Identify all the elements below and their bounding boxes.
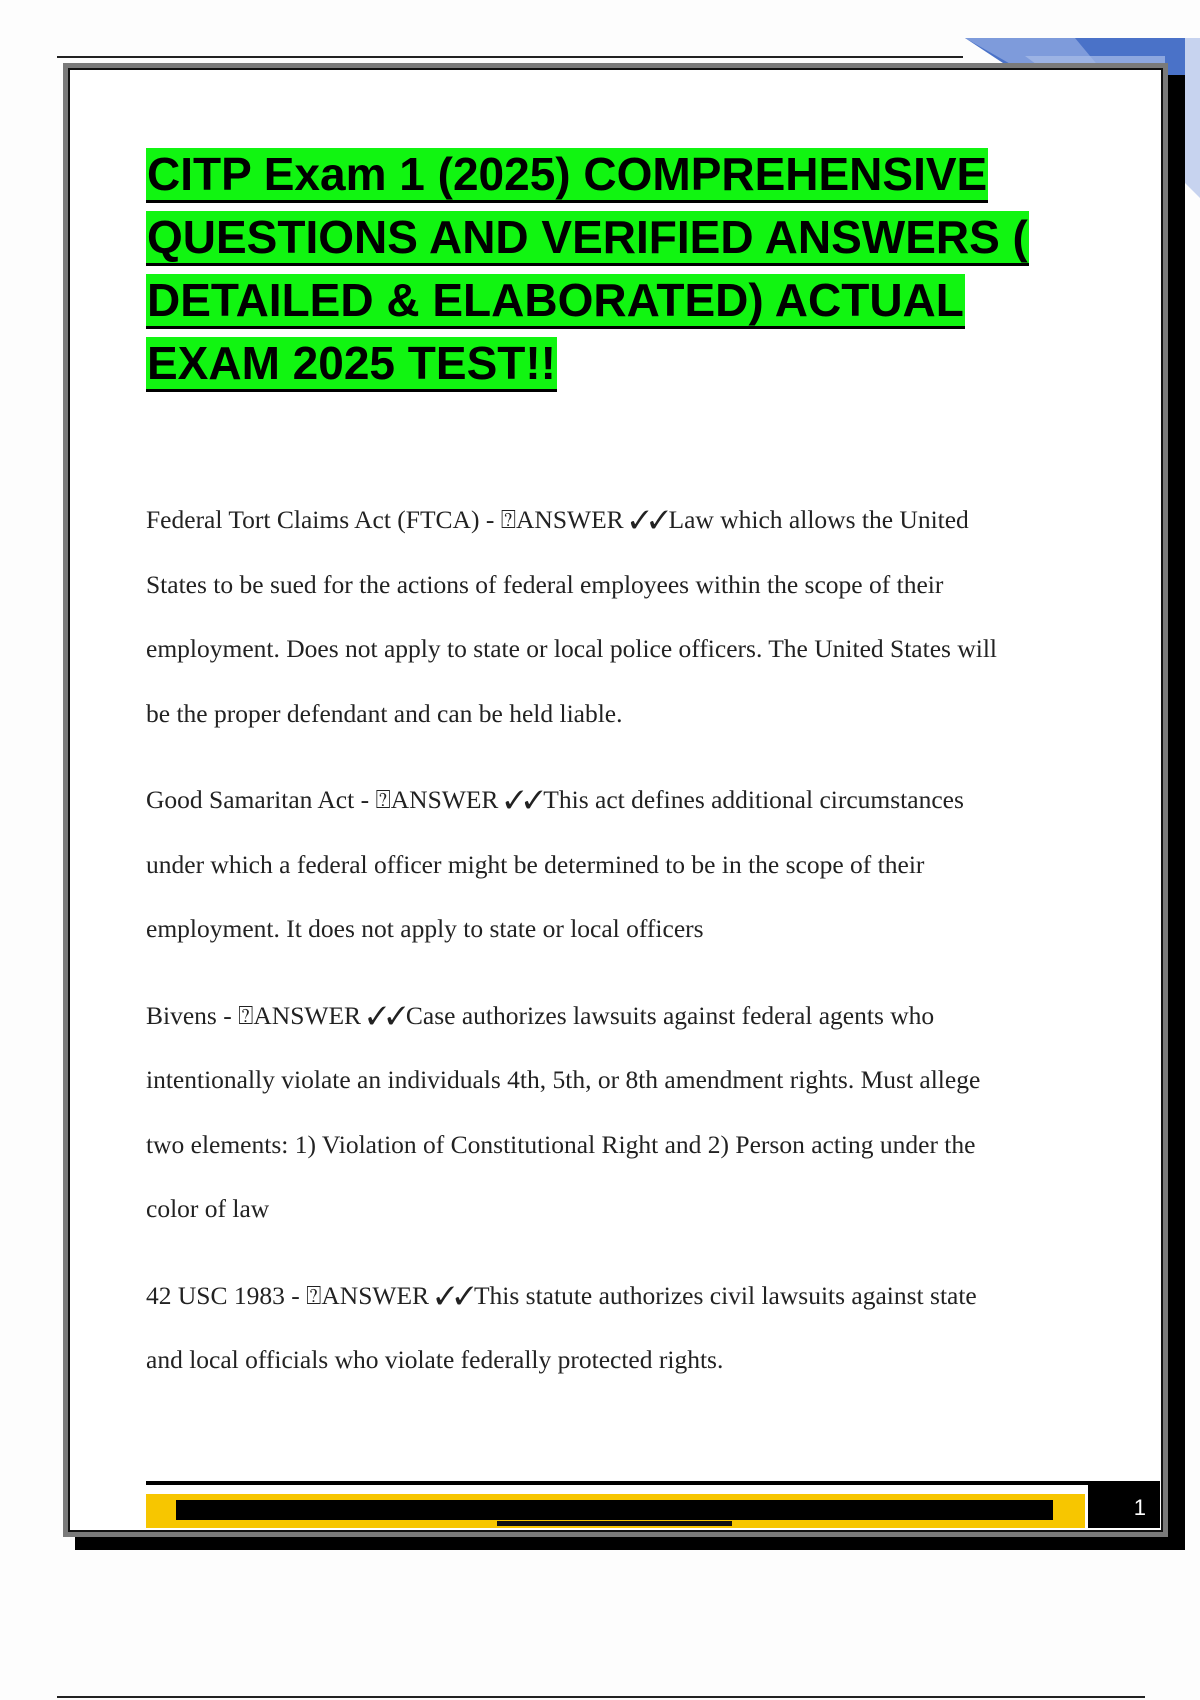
title-line: DETAILED & ELABORATED) ACTUAL	[146, 274, 965, 329]
text-line: employment. It does not apply to state or local officers	[146, 914, 704, 943]
page-number: 1	[1088, 1485, 1160, 1528]
text-line: Good Samaritan Act - ⍰ANSWER ✓✓This act defines additional circumstances	[146, 785, 964, 814]
bottom-rule	[57, 1696, 1145, 1698]
document-body	[146, 496, 997, 1423]
text-line: intentionally violate an individuals 4th, 5th, or 8th amendment rights. Must allege	[146, 1065, 981, 1094]
qa-entry-bivens	[146, 992, 997, 1250]
footer-accent	[497, 1521, 732, 1526]
text-line: under which a federal officer might be determined to be in the scope of their	[146, 849, 925, 879]
text-line: Federal Tort Claims Act (FTCA) - ⍰ANSWER ✓✓Law which allows the United	[146, 505, 969, 534]
document-title	[146, 143, 1106, 395]
qa-entry-42-usc-1983	[146, 1272, 997, 1401]
text-line: States to be sued for the actions of federal employees within the scope of their	[146, 569, 944, 599]
text-line: be the proper defendant and can be held liable.	[146, 698, 623, 728]
qa-entry-ftca	[146, 496, 997, 754]
footer-rule	[146, 1481, 1160, 1485]
title-line: QUESTIONS AND VERIFIED ANSWERS (	[146, 211, 1029, 266]
title-line: EXAM 2025 TEST!!	[146, 337, 557, 392]
header-rule	[57, 56, 963, 58]
text-line: 42 USC 1983 - ⍰ANSWER ✓✓This statute authorizes civil lawsuits against state	[146, 1280, 977, 1310]
footer-inner-bar	[176, 1500, 1053, 1520]
text-line: employment. Does not apply to state or local police officers. The United States will	[146, 634, 997, 663]
text-line: two elements: 1) Violation of Constitutional Right and 2) Person acting under the	[146, 1129, 976, 1159]
qa-entry-good-samaritan	[146, 776, 997, 970]
title-line: CITP Exam 1 (2025) COMPREHENSIVE	[146, 148, 988, 203]
text-line: Bivens - ⍰ANSWER ✓✓Case authorizes lawsuits against federal agents who	[146, 1000, 935, 1030]
text-line: and local officials who violate federally protected rights.	[146, 1345, 724, 1374]
text-line: color of law	[146, 1194, 270, 1223]
